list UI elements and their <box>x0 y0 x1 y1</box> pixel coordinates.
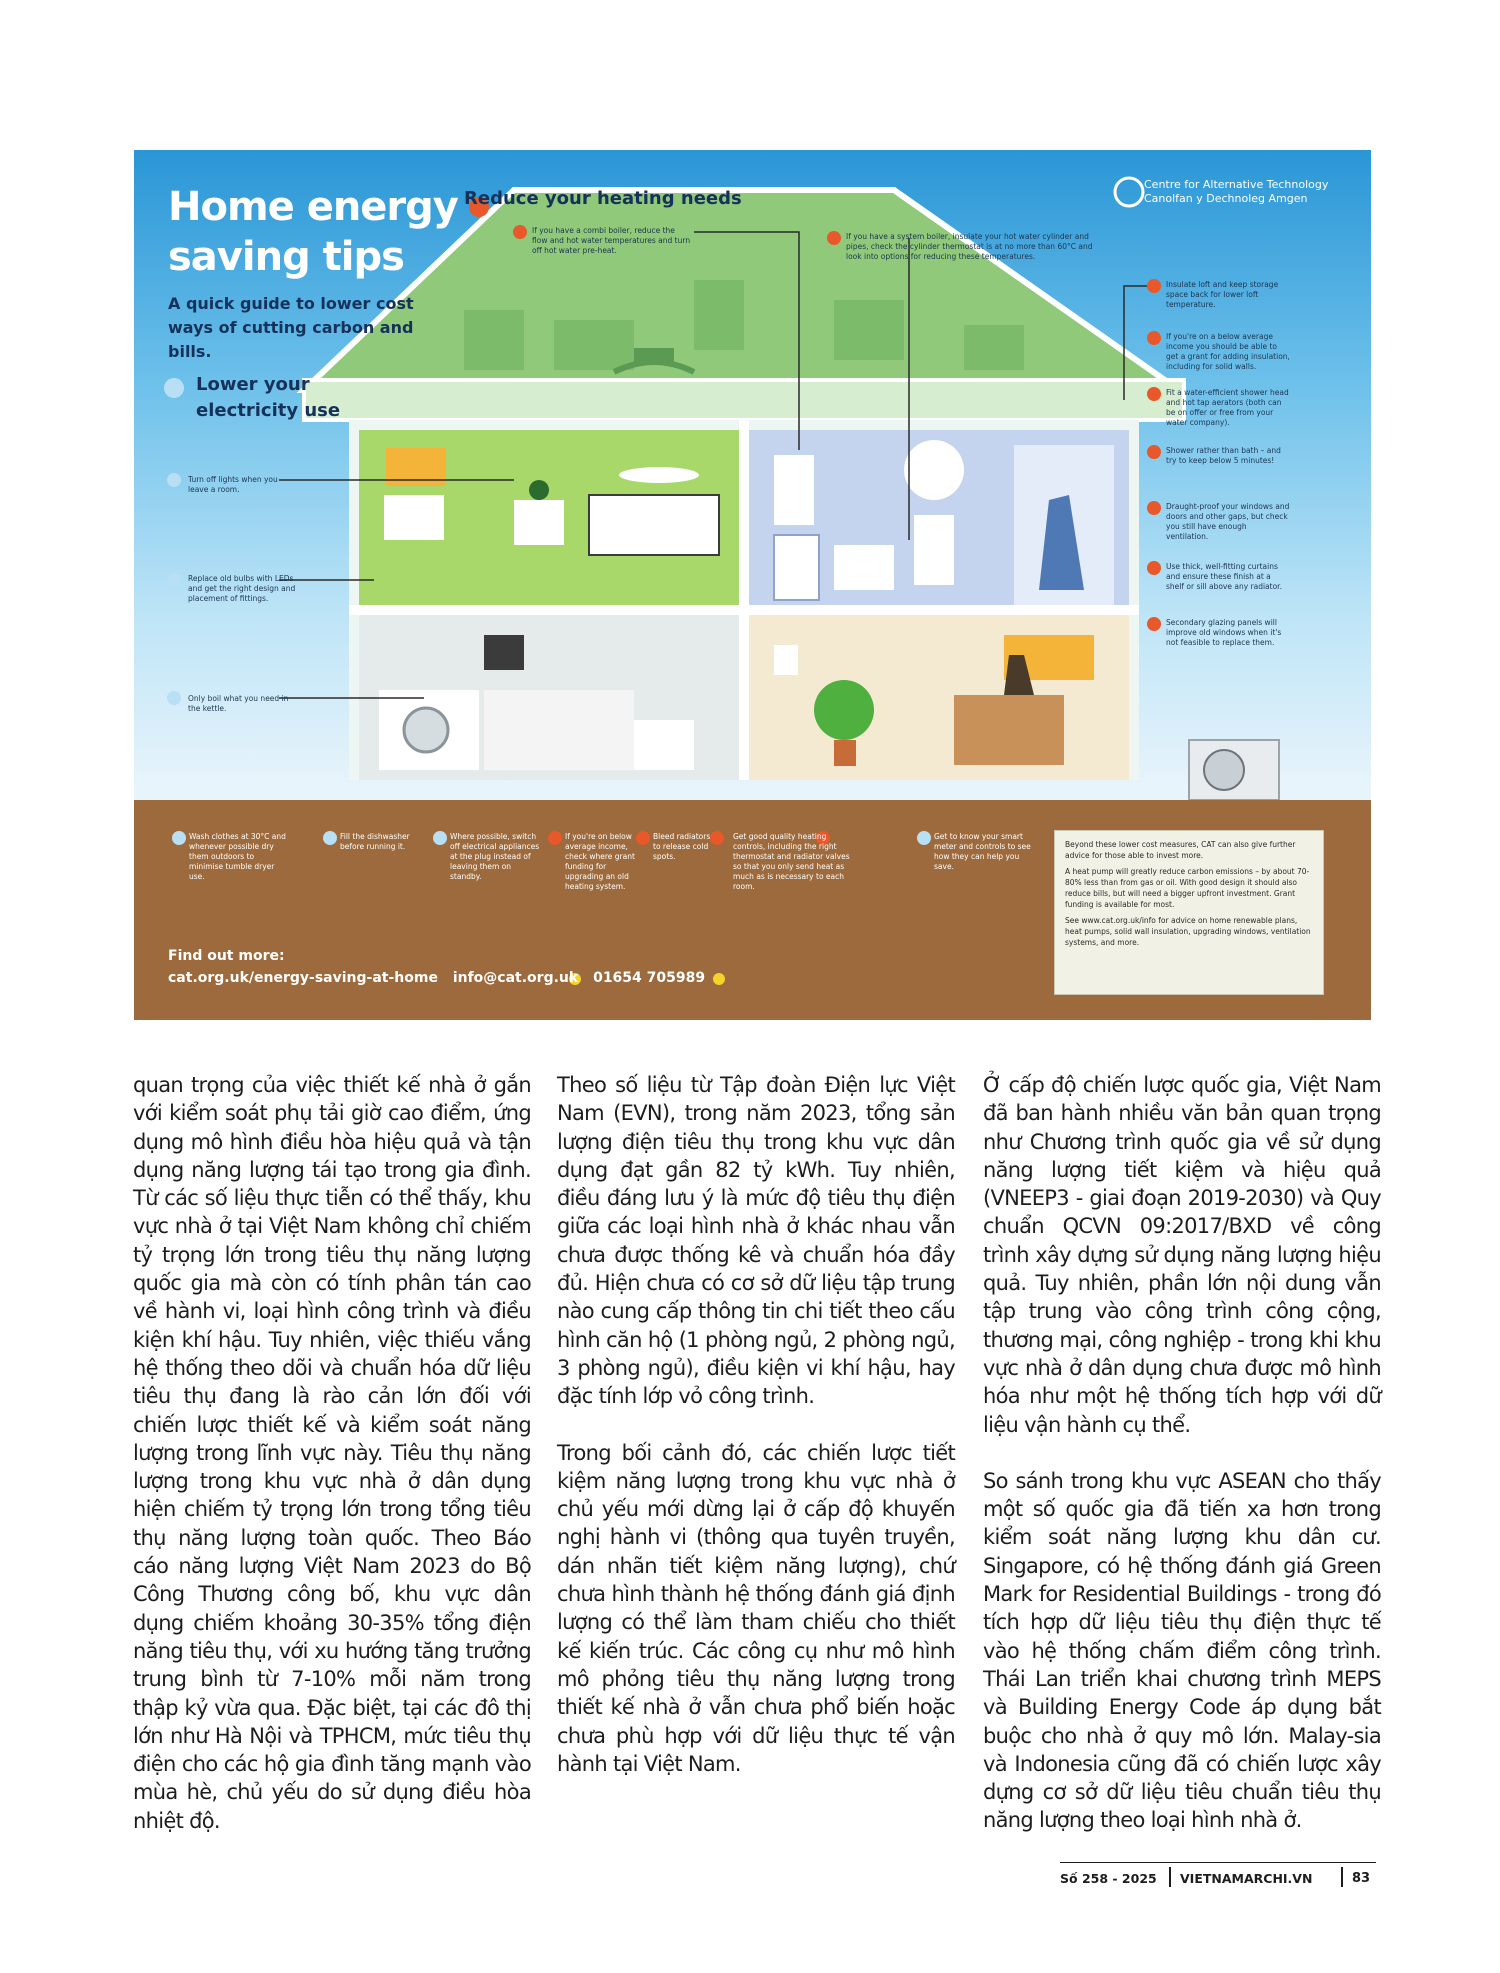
mirror-icon <box>904 440 964 500</box>
box-paragraph: See www.cat.org.uk/info for advice on home renewable plans, heat pumps, solid wall insulation, upgrading windows, ventilation systems, and more. <box>1065 916 1311 947</box>
thermostat-icon <box>774 645 798 675</box>
article-paragraph: Trong bối cảnh đó, các chiến lược tiết kiệm năng lượng trong khu vực nhà ở chủ yếu mới dừng lại ở cấp độ khuyến nghị hành vi (thông qua tuyên truyền, dán nhãn tiết kiệm năng lượng), chứ chưa hình thành hệ thống đánh giá định lượng có thể làm tham chiếu cho thiết kế kiến trúc. Các công cụ như mô hình mô phỏng tiêu thụ năng lượng trong thiết kế nhà ở vẫn chưa phổ biến hoặc chưa phù hợp với dữ liệu thực tế vận hành tại Việt Nam. <box>557 1440 955 1776</box>
tip-bulbs: Replace old bulbs with LEDs and get the right design and placement of fittings. <box>188 574 296 603</box>
infographic-title: Home energy saving tips <box>168 184 458 280</box>
tip-heating-grant: If you're on below average income, check where grant funding for upgrading an old heating system. <box>565 832 635 891</box>
footer-divider <box>1341 1867 1343 1887</box>
eaves <box>304 380 1184 420</box>
page-number: 83 <box>1352 1871 1371 1886</box>
sink-icon <box>914 515 954 585</box>
cat-logo-icon <box>1115 178 1143 206</box>
article-column-3 <box>983 1071 1381 1863</box>
issue-number: Số 258 - 2025 <box>1060 1871 1157 1886</box>
heating-heading: Reduce your heating needs <box>464 188 742 209</box>
plant-icon <box>814 680 874 740</box>
tip-bleed-radiators: Bleed radiators to release cold spots. <box>653 832 711 861</box>
tip-heating-controls: Get good quality heating controls, including the right thermostat and radiator valves so that you only send heat as much as is necessary to each room. <box>733 832 850 891</box>
attic-box <box>694 280 744 350</box>
tip-secondary-glazing: Secondary glazing panels will improve old windows when it's not feasible to replace them. <box>1166 618 1282 647</box>
rocking-horse-icon <box>634 348 674 362</box>
tip-dishwasher: Fill the dishwasher before running it. <box>340 832 410 851</box>
org-logo-text: Centre for Alternative Technology Canolfan y Dechnoleg Amgen <box>1144 178 1329 205</box>
infographic-subtitle: A quick guide to lower cost ways of cutting carbon and bills. <box>168 294 414 361</box>
article-paragraph: quan trọng của việc thiết kế nhà ở gắn với kiểm soát phụ tải giờ cao điểm, ứng dụng mô hình điều hòa hiệu quả và tận dụng năng lượng tái tạo trong gia đình. Từ các số liệu thực tiễn có thể thấy, khu vực nhà ở tại Việt Nam không chỉ chiếm tỷ trọng lớn trong tiêu thụ năng lượng quốc gia mà còn có tính phân tán cao về hành vi, loại hình công trình và điều kiện khí hậu. Tuy nhiên, việc thiếu vắng hệ thống theo dõi và chuẩn hóa dữ liệu tiêu thụ đang là rào cản lớn đối với chiến lược thiết kế và kiểm soát năng lượng trong lĩnh vực này. Tiêu thụ năng lượng trong khu vực nhà ở dân dụng hiện chiếm tỷ trọng lớn trong tổng tiêu thụ năng lượng toàn quốc. Theo Báo cáo năng lượng Việt Nam 2023 do Bộ Công Thương công bố, khu vực dân dụng chiếm khoảng 30-35% tổng điện năng tiêu thụ, với xu hướng tăng trưởng trung bình từ 7-10% mỗi năm trong thập kỷ vừa qua. Đặc biệt, tại các đô thị lớn như Hà Nội và TPHCM, mức tiêu thụ điện cho các hộ gia đình tăng mạnh vào mùa hè, chủ yếu do sử dụng điều hòa nhiệt độ. <box>133 1073 531 1833</box>
tip-draught-proof: Draught-proof your windows and doors and other gaps, but check you still have enough ventilation. <box>1166 502 1290 541</box>
tip-smart-meter: Get to know your smart meter and controls to see how they can help you save. <box>934 832 1031 871</box>
tip-wash-clothes: Wash clothes at 30°C and whenever possible dry them outdoors to minimise tumble dryer use. <box>189 832 286 881</box>
attic-box <box>964 325 1024 370</box>
tip-lights: Turn off lights when you leave a room. <box>188 475 278 494</box>
box-paragraph: A heat pump will greatly reduce carbon emissions – by about 70-80% less than from gas or oil. With good design it should also reduce bills, but will need a bigger upfront investment. Grant funding is available for most. <box>1065 867 1310 909</box>
tip-shower-head: Fit a water-efficient shower head and hot tap aerators (both can be on offer or free from your water company). <box>1166 388 1289 427</box>
tip-grant: If you're on a below average income you should be able to get a grant for adding insulation, including for solid walls. <box>1166 332 1290 371</box>
tip-combi-boiler: If you have a combi boiler, reduce the flow and hot water temperatures and turn off hot water pre-heat. <box>532 226 691 255</box>
tip-system-boiler: If you have a system boiler, insulate your hot water cylinder and pipes, check the cylinder thermostat is at no more than 60°C and look into options for reducing these temperatures. <box>846 232 1093 261</box>
radiator-icon <box>834 545 894 590</box>
article-column-1 <box>133 1071 531 1863</box>
page-footer <box>1060 1862 1376 1887</box>
ceiling-light-icon <box>619 467 699 483</box>
electricity-heading: Lower your electricity use <box>196 374 341 421</box>
tip-standby: Where possible, switch off electrical appliances at the plug instead of leaving them on standby. <box>450 832 540 881</box>
boiler-icon <box>774 455 814 525</box>
box-paragraph: Beyond these lower cost measures, CAT can also give further advice for those able to invest more. <box>1065 840 1296 860</box>
microwave-icon <box>484 635 524 670</box>
attic-box <box>554 320 634 370</box>
lamp-icon <box>529 480 549 500</box>
article-paragraph: Theo số liệu từ Tập đoàn Điện lực Việt Nam (EVN), trong năm 2023, tổng sản lượng điện tiêu thụ trong khu vực dân dụng đạt gần 82 tỷ kWh. Tuy nhiên, điều đáng lưu ý là mức độ tiêu thụ điện giữa các loại hình nhà ở khác nhau vẫn chưa được thống kê và chuẩn hóa đầy đủ. Hiện chưa có cơ sở dữ liệu tập trung nào cung cấp thông tin chi tiết theo cấu hình căn hộ (1 phòng ngủ, 2 phòng ngủ, 3 phòng ngủ), điều kiện vi khí hậu, hay đặc tính lớp vỏ công trình. <box>557 1073 955 1409</box>
footer-divider <box>1169 1867 1171 1887</box>
cylinder-icon <box>774 535 819 600</box>
further-advice-box <box>1054 830 1324 995</box>
contact-email: info@cat.org.uk <box>452 970 579 986</box>
tip-loft: Insulate loft and keep storage space back for lower loft temperature. <box>1166 280 1279 309</box>
bedside-table-icon <box>514 500 564 545</box>
bed-icon <box>589 495 719 555</box>
radiator-icon <box>634 720 694 770</box>
tip-shower: Shower rather than bath – and try to keep below 5 minutes! <box>1166 446 1281 465</box>
contact-web: cat.org.uk/energy-saving-at-home <box>168 970 438 986</box>
radiator-icon <box>384 495 444 540</box>
energy-infographic <box>134 150 1371 1020</box>
tip-kettle: Only boil what you need in the kettle. <box>188 694 289 713</box>
tip-curtains: Use thick, well-fitting curtains and ensure these finish at a shelf or sill above any radiator. <box>1166 562 1282 591</box>
article-paragraph: Ở cấp độ chiến lược quốc gia, Việt Nam đã ban hành nhiều văn bản quan trọng như Chương trình quốc gia về sử dụng năng lượng tiết kiệm và hiệu quả (VNEEP3 - giai đoạn 2019-2030) và Quy chuẩn QCVN 09:2017/BXD về công trình xây dựng sử dụng năng lượng hiệu quả. Tuy nhiên, phần lớn nội dung vẫn tập trung vào công trình công cộng, thương mại, công nghiệp - trong khi khu vực nhà ở dân dụng chưa được mô hình hóa như một hệ thống tích hợp với dữ liệu vận hành cụ thể. <box>983 1073 1381 1437</box>
article-column-2 <box>557 1071 955 1806</box>
sofa-icon <box>954 695 1064 765</box>
contact-phone: 01654 705989 <box>593 970 706 986</box>
publication-brand: VIETNAMARCHI.VN <box>1180 1871 1313 1886</box>
find-out-more <box>168 945 715 989</box>
article-paragraph: So sánh trong khu vực ASEAN cho thấy một số quốc gia đã tiến xa hơn trong kiểm soát năng lượng khu dân cư. Singapore, có hệ thống đánh giá Green Mark for Residential Buildings - trong đó tích hợp dữ liệu tiêu thụ điện thực tế vào hệ thống chấm điểm công trình. Thái Lan triển khai chương trình MEPS và Building Energy Code áp dụng bắt buộc cho nhà ở quy mô lớn. Malay-sia và Indonesia cũng đã có chiến lược xây dựng cơ sở dữ liệu tiêu chuẩn tiêu thụ năng lượng theo loại hình nhà ở. <box>983 1468 1381 1833</box>
attic-box <box>834 300 904 360</box>
kitchen-cabinet <box>484 690 634 770</box>
attic-box <box>464 310 524 370</box>
find-out-more-label: Find out more: <box>168 948 285 964</box>
